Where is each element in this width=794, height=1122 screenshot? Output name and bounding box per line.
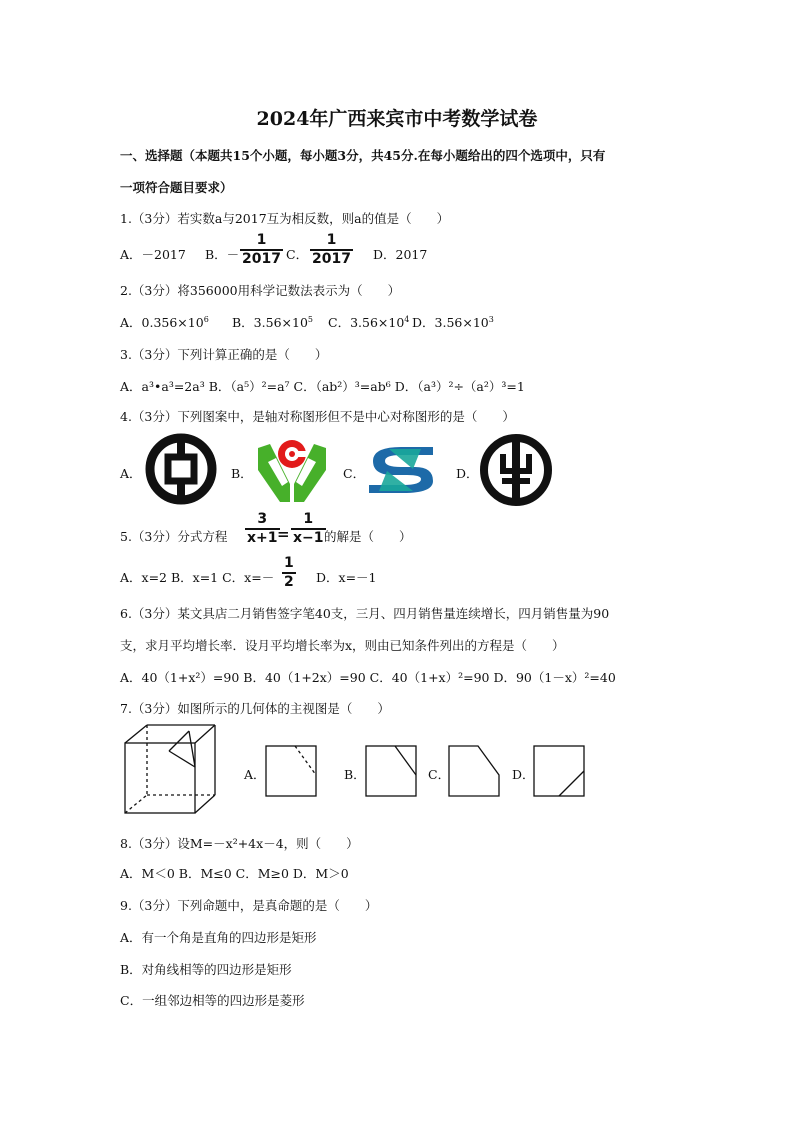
question-5-option-d: D．x=－1 xyxy=(316,570,377,585)
question-5-option-c-fraction xyxy=(282,556,296,590)
question-2-option-c xyxy=(328,313,409,331)
exponent: 6 xyxy=(203,315,209,324)
question-3-stem: 3.（3分）下列计算正确的是（ ） xyxy=(120,347,328,362)
question-9-option-c: C．一组邻边相等的四边形是菱形 xyxy=(120,993,305,1008)
question-7-label-a: A． xyxy=(244,767,266,782)
fraction-numerator: 3 xyxy=(257,511,268,527)
section-heading-line1: 一、选择题（本题共15个小题，每小题3分，共45分.在每小题给出的四个选项中，只有 xyxy=(120,148,606,163)
question-1-option-c-fraction xyxy=(310,233,353,267)
option-text: B．3.56×10 xyxy=(232,315,308,330)
question-6-line2: 支，求月平均增长率．设月平均增长率为x，则由已知条件列出的方程是（ ） xyxy=(120,638,565,653)
question-1-option-b-fraction xyxy=(240,233,283,267)
question-9-stem: 9.（3分）下列命题中，是真命题的是（ ） xyxy=(120,898,378,913)
option-text: A．0.356×10 xyxy=(120,315,204,330)
question-1-option-c-label: C． xyxy=(286,247,309,262)
question-9-option-b: B．对角线相等的四边形是矩形 xyxy=(120,962,292,977)
fraction-denominator: 2017 xyxy=(242,251,281,267)
exponent: 4 xyxy=(404,315,410,324)
question-5-equals: = xyxy=(277,525,290,543)
question-6-options: A．40（1+x²）=90 B．40（1+2x）=90 C．40（1+x）²=90 D．90（1－x）²=40 xyxy=(120,670,616,685)
agricultural-bank-logo-icon xyxy=(254,434,330,506)
question-7-label-b: B． xyxy=(344,767,366,782)
solid-figure-diagram xyxy=(123,723,219,817)
agricultural-bank-circle-logo-icon xyxy=(478,432,554,508)
fraction-denominator: x−1 xyxy=(293,530,324,546)
fraction-numerator: 1 xyxy=(326,232,337,248)
question-2-option-b xyxy=(232,313,313,331)
section-heading-line2: 一项符合题目要求） xyxy=(120,180,233,195)
question-8-stem: 8.（3分）设M=－x²+4x－4，则（ ） xyxy=(120,836,359,851)
question-5-stem-suffix: 的解是（ ） xyxy=(324,529,412,544)
question-2-stem: 2.（3分）将356000用科学记数法表示为（ ） xyxy=(120,283,401,298)
question-7-label-d: D． xyxy=(512,767,535,782)
exponent: 5 xyxy=(307,315,313,324)
question-5-rhs-fraction xyxy=(291,512,326,546)
question-1-option-d: D．2017 xyxy=(373,247,428,262)
question-4-stem: 4.（3分）下列图案中，是轴对称图形但不是中心对称图形的是（ ） xyxy=(120,409,515,424)
question-2-option-d xyxy=(412,313,494,331)
fraction-numerator: 1 xyxy=(284,555,294,571)
question-2-option-a xyxy=(120,313,209,331)
question-6-line1: 6.（3分）某文具店二月销售签字笔40支，三月、四月销售量连续增长，四月销售量为90 xyxy=(120,606,610,621)
fraction-numerator: 1 xyxy=(256,232,267,248)
question-1-option-b-label: B．－ xyxy=(205,247,240,262)
exponent: 3 xyxy=(488,315,494,324)
question-3-options: A．a³•a³=2a³ B．（a⁵）²=a⁷ C．（ab²）³=ab⁶ D．（a³）²÷（a²）³=1 xyxy=(120,379,525,394)
question-5-stem-prefix: 5.（3分）分式方程 xyxy=(120,529,228,544)
option-text: D．3.56×10 xyxy=(412,315,489,330)
option-text: C．3.56×10 xyxy=(328,315,405,330)
question-4-label-d: D． xyxy=(456,466,479,481)
question-4-label-b: B． xyxy=(231,466,253,481)
fraction-denominator: x+1 xyxy=(247,530,278,546)
question-5-options-prefix: A．x=2 B．x=1 C．x=－ xyxy=(120,570,275,585)
fraction-denominator: 2 xyxy=(284,574,294,590)
question-7-stem: 7.（3分）如图所示的几何体的主视图是（ ） xyxy=(120,701,390,716)
question-9-option-a: A．有一个角是直角的四边形是矩形 xyxy=(120,930,317,945)
question-1-option-a: A．－2017 xyxy=(120,247,186,262)
page-title: 2024年广西来宾市中考数学试卷 xyxy=(256,108,538,130)
question-1-stem: 1.（3分）若实数a与2017互为相反数，则a的值是（ ） xyxy=(120,211,450,226)
front-view-option-a-icon xyxy=(265,745,317,797)
fraction-denominator: 2017 xyxy=(312,251,351,267)
bank-of-china-logo-icon xyxy=(143,431,219,507)
fraction-numerator: 1 xyxy=(303,511,314,527)
s-shaped-bank-logo-icon xyxy=(363,441,439,499)
question-7-label-c: C． xyxy=(428,767,451,782)
question-4-label-c: C． xyxy=(343,466,366,481)
front-view-option-c-icon xyxy=(448,745,500,797)
question-5-lhs-fraction xyxy=(245,512,280,546)
question-8-options: A．M＜0 B．M≤0 C．M≥0 D．M＞0 xyxy=(120,866,349,881)
question-4-label-a: A． xyxy=(120,466,142,481)
front-view-option-d-icon xyxy=(533,745,585,797)
front-view-option-b-icon xyxy=(365,745,417,797)
